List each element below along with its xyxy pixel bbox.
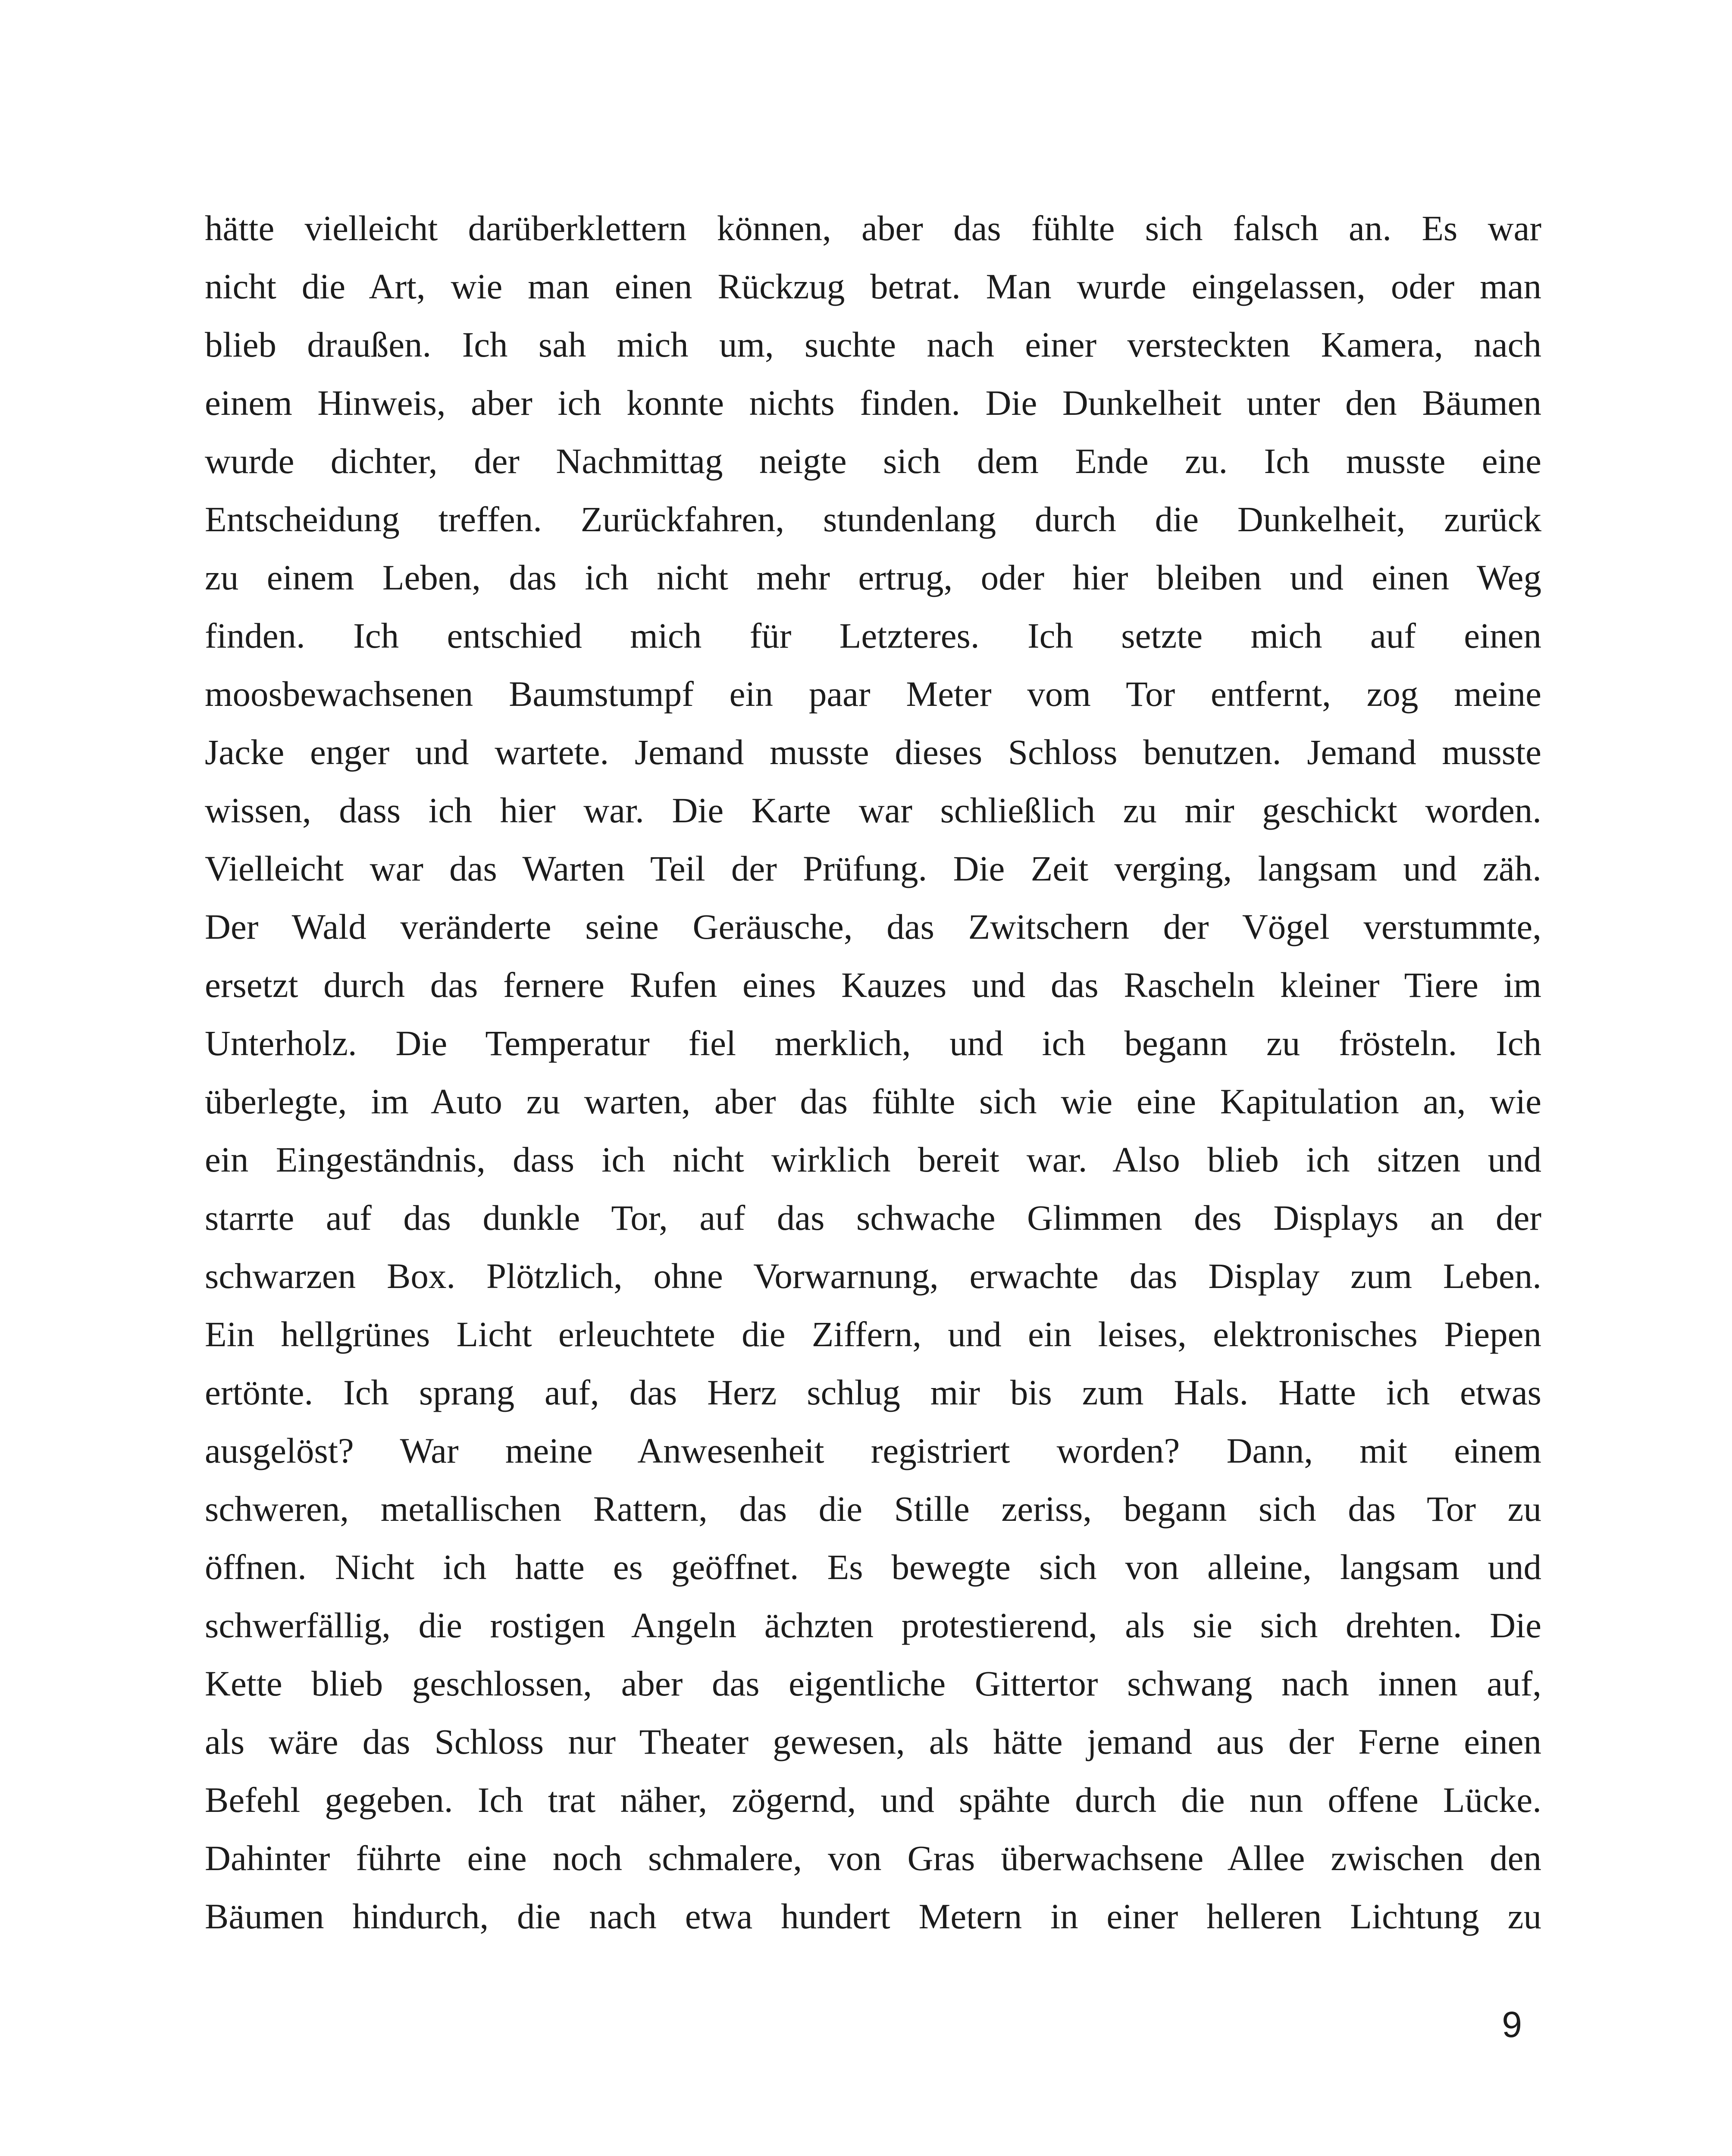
page-number: 9 [1502, 2004, 1522, 2045]
text-line: Befehl gegeben. Ich trat näher, zögernd, und spähte durch die nun offene Lücke. [205, 1780, 1541, 1820]
text-line: schwarzen Box. Plötzlich, ohne Vorwarnung, erwachte das Display zum Leben. [205, 1256, 1541, 1296]
text-line: schwerfällig, die rostigen Angeln ächzten protestierend, als sie sich drehten. Die [205, 1605, 1541, 1645]
text-line: finden. Ich entschied mich für Letzteres. Ich setzte mich auf einen [205, 616, 1541, 655]
text-line: moosbewachsenen Baumstumpf ein paar Meter vom Tor entfernt, zog meine [205, 674, 1541, 714]
text-line: Kette blieb geschlossen, aber das eigentliche Gittertor schwang nach innen auf, [205, 1664, 1541, 1703]
text-line: blieb draußen. Ich sah mich um, suchte nach einer versteckten Kamera, nach [205, 325, 1541, 364]
text-line: zu einem Leben, das ich nicht mehr ertrug, oder hier bleiben und einen Weg [205, 558, 1541, 597]
text-line: Vielleicht war das Warten Teil der Prüfung. Die Zeit verging, langsam und zäh. [205, 849, 1541, 888]
text-line: Entscheidung treffen. Zurückfahren, stundenlang durch die Dunkelheit, zurück [205, 499, 1541, 539]
body-text [205, 199, 1541, 1946]
text-line: ertönte. Ich sprang auf, das Herz schlug mir bis zum Hals. Hatte ich etwas [205, 1373, 1541, 1412]
text-line: starrte auf das dunkle Tor, auf das schwache Glimmen des Displays an der [205, 1198, 1541, 1238]
text-line: Dahinter führte eine noch schmalere, von Gras überwachsene Allee zwischen den [205, 1838, 1541, 1878]
text-line: nicht die Art, wie man einen Rückzug betrat. Man wurde eingelassen, oder man [205, 266, 1541, 306]
text-line: ein Eingeständnis, dass ich nicht wirklich bereit war. Also blieb ich sitzen und [205, 1140, 1541, 1179]
text-line: Unterholz. Die Temperatur fiel merklich, und ich begann zu frösteln. Ich [205, 1023, 1541, 1063]
text-line: Der Wald veränderte seine Geräusche, das Zwitschern der Vögel verstummte, [205, 907, 1541, 946]
text-line: Ein hellgrünes Licht erleuchtete die Ziffern, und ein leises, elektronisches Piepen [205, 1314, 1541, 1354]
text-line: Jacke enger und wartete. Jemand musste dieses Schloss benutzen. Jemand musste [205, 732, 1541, 772]
text-line: wurde dichter, der Nachmittag neigte sich dem Ende zu. Ich musste eine [205, 441, 1541, 481]
text-line: ausgelöst? War meine Anwesenheit registriert worden? Dann, mit einem [205, 1431, 1541, 1470]
text-line: Bäumen hindurch, die nach etwa hundert Metern in einer helleren Lichtung zu [205, 1896, 1541, 1936]
text-line: öffnen. Nicht ich hatte es geöffnet. Es bewegte sich von alleine, langsam und [205, 1547, 1541, 1587]
text-line: wissen, dass ich hier war. Die Karte war schließlich zu mir geschickt worden. [205, 790, 1541, 830]
text-line: als wäre das Schloss nur Theater gewesen, als hätte jemand aus der Ferne einen [205, 1722, 1541, 1761]
text-line: einem Hinweis, aber ich konnte nichts finden. Die Dunkelheit unter den Bäumen [205, 383, 1541, 423]
text-line: überlegte, im Auto zu warten, aber das fühlte sich wie eine Kapitulation an, wie [205, 1081, 1541, 1121]
text-line: ersetzt durch das fernere Rufen eines Kauzes und das Rascheln kleiner Tiere im [205, 965, 1541, 1005]
text-line: schweren, metallischen Rattern, das die Stille zeriss, begann sich das Tor zu [205, 1489, 1541, 1529]
text-line: hätte vielleicht darüberklettern können, aber das fühlte sich falsch an. Es war [205, 208, 1541, 248]
